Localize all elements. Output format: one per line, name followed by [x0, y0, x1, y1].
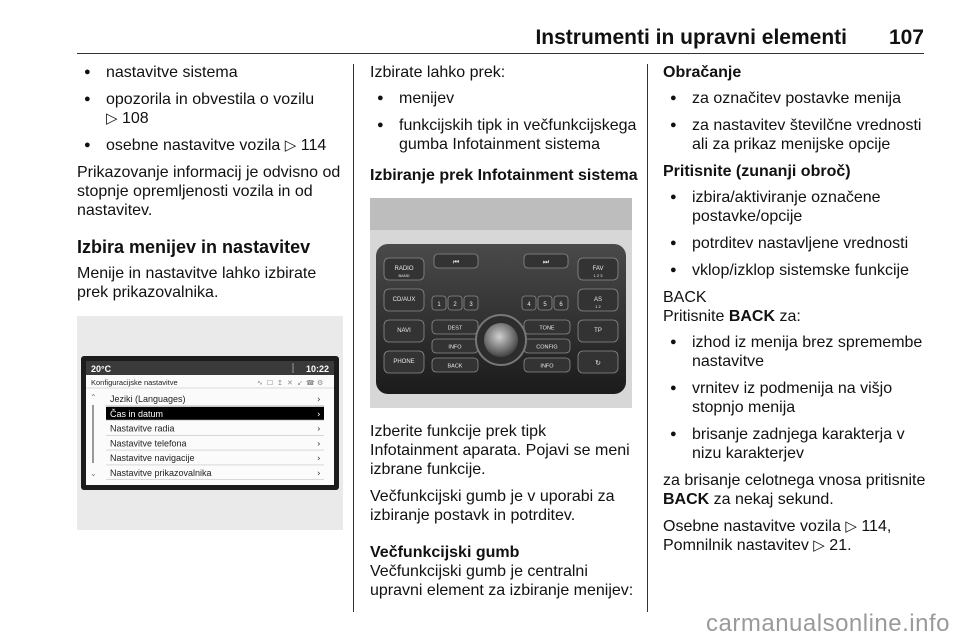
button-label: 5	[543, 302, 547, 308]
subheading: Večfunkcijski gumb	[370, 544, 520, 561]
menu-row[interactable]	[106, 436, 324, 450]
list-item: ● menijev	[370, 89, 638, 108]
page-ref-icon: ▷	[284, 137, 297, 154]
button-sublabel: 1 2 3	[593, 273, 603, 278]
list-item: ● vklop/izklop sistemske funkcije	[663, 261, 933, 280]
menu-row-label: Jeziki (Languages)	[110, 394, 186, 404]
subheading-back: BACK	[663, 289, 707, 306]
col3-bullet-list-3	[663, 333, 933, 463]
button-label: PHONE	[393, 359, 415, 365]
paragraph	[663, 517, 933, 555]
text: za nekaj sekund.	[709, 491, 834, 508]
paragraph: Prikazovanje informacij je odvisno od stopnje opremljenosti vozila in od nastavitev.	[77, 164, 341, 219]
button-label: INFO	[540, 363, 554, 370]
list-item: ● funkcijskih tipk in večfunkcijskega gumba Infotainment sistema	[370, 116, 638, 154]
page-ref-icon: ▷	[813, 537, 825, 554]
button-label: BACK	[447, 363, 463, 370]
button-label: AS	[593, 297, 603, 303]
list-item: ● izhod iz menija brez spremembe nastavitve	[663, 333, 933, 371]
subheading: Pritisnite (zunanji obroč)	[663, 163, 851, 180]
menu-row-label: Nastavitve prikazovalnika	[110, 468, 212, 478]
chevron-right-icon: ›	[317, 395, 321, 405]
button-label: TP	[594, 328, 602, 334]
paragraph	[663, 471, 933, 509]
button-label: NAVI	[397, 328, 411, 334]
button-label: 4	[527, 302, 531, 308]
screen-title: Konfiguracijske nastavitve	[91, 378, 178, 387]
column-2	[370, 63, 638, 600]
list-item	[77, 63, 343, 82]
list-item: ● za nastavitev številčne vrednosti ali za prikaz menijske opcije	[663, 116, 933, 154]
svg-text:☐: ☐	[267, 379, 274, 387]
column-1	[77, 63, 343, 530]
text: Osebne nastavitve vozila	[663, 518, 841, 535]
menu-row[interactable]	[106, 422, 324, 436]
chevron-right-icon: ›	[317, 424, 321, 435]
paragraph: Večfunkcijski gumb je centralni upravni element za izbiranje menijev:	[370, 563, 634, 599]
list-item-text: nastavitve sistema	[106, 64, 238, 81]
list-item-text: opozorila in obvestila o vozilu	[106, 91, 315, 108]
svg-text:⚙: ⚙	[317, 379, 324, 387]
list-item: ● brisanje zadnjega karakterja v nizu karakterjev	[663, 425, 933, 463]
chevron-right-icon: ›	[317, 454, 321, 465]
list-item-text: osebne nastavitve vozila	[106, 137, 281, 154]
button-label: FAV	[592, 266, 604, 272]
list-item	[77, 90, 343, 128]
svg-text:↙: ↙	[297, 379, 303, 387]
list-item: ● vrnitev iz podmenija na višjo stopnjo menija	[663, 379, 933, 417]
page-ref[interactable]: 114,	[861, 518, 892, 535]
multifunction-knob[interactable]	[484, 323, 518, 357]
text: Pomnilnik nastavitev	[663, 537, 809, 554]
scroll-down-icon[interactable]: ⌄	[90, 469, 97, 478]
nav-icon: ↻	[595, 359, 601, 367]
menu-row-label: Nastavitve telefona	[110, 438, 187, 449]
page-ref-icon: ▷	[845, 518, 857, 535]
button-label: 2	[453, 302, 457, 308]
infotainment-panel-figure	[370, 198, 632, 408]
subheading: Obračanje	[663, 64, 742, 81]
chevron-right-icon: ›	[317, 439, 321, 450]
col3-bullet-list-2	[663, 188, 933, 280]
svg-text:✕: ✕	[287, 379, 293, 387]
button-label: CD/AUX	[392, 297, 416, 303]
header-title: Instrumenti in upravni elementi	[535, 26, 847, 49]
subheading: Izbiranje prek Infotainment sistema	[370, 167, 638, 184]
paragraph: Menije in nastavitve lahko izbirate prek prikazovalnika.	[77, 265, 317, 301]
chevron-right-icon: ›	[317, 469, 321, 479]
text: za brisanje celotnega vnosa pritisnite	[663, 472, 926, 489]
col3-bullet-list-1	[663, 89, 933, 154]
back-key-label: BACK	[728, 308, 776, 325]
scroll-up-icon[interactable]: ⌃	[90, 393, 97, 402]
column-3	[663, 63, 933, 555]
menu-row[interactable]	[106, 392, 324, 406]
screen-temperature: 20°C	[91, 364, 112, 374]
list-item: ● izbira/aktiviranje označene postavke/opcije	[663, 188, 933, 226]
paragraph	[663, 307, 933, 326]
button-label: 1	[437, 302, 441, 308]
menu-row[interactable]	[106, 451, 324, 465]
svg-text:☎: ☎	[306, 379, 315, 387]
text: Pritisnite	[663, 308, 725, 325]
page-ref[interactable]: 108	[122, 110, 149, 127]
screen-time: 10:22	[305, 364, 329, 374]
list-item: ● za označitev postavke menija	[663, 89, 933, 108]
paragraph: Večfunkcijski gumb je v uporabi za izbiranje postavk in potrditev.	[370, 488, 615, 524]
menu-row[interactable]	[106, 466, 324, 480]
col1-bullet-list	[77, 63, 343, 155]
header-rule	[77, 53, 924, 54]
page-ref[interactable]: 21.	[829, 537, 852, 554]
button-label: DEST	[447, 325, 463, 332]
watermark: carmanualsonline.info	[706, 610, 950, 637]
page-ref-icon: ▷	[106, 110, 118, 127]
back-key-label: BACK	[663, 491, 710, 508]
button-label: CONFIG	[536, 344, 558, 351]
section-heading: Izbira menijev in nastavitev	[77, 237, 311, 257]
menu-row-label: Nastavitve radia	[110, 423, 175, 434]
svg-text:↥: ↥	[277, 379, 283, 387]
screen-status-icons	[257, 379, 323, 387]
menu-row-label: Čas in datum	[110, 408, 164, 419]
chevron-right-icon: ›	[317, 409, 321, 420]
button-label: RADIO	[394, 266, 414, 272]
list-item	[77, 136, 343, 155]
button-sublabel: BAND	[398, 273, 410, 278]
button-label: 3	[469, 302, 473, 308]
list-item: ● potrditev nastavljene vrednosti	[663, 234, 933, 253]
button-label: INFO	[448, 344, 462, 351]
menu-row-label: Nastavitve navigacije	[110, 453, 195, 464]
paragraph: Izberite funkcije prek tipk Infotainment aparata. Pojavi se meni izbrane funkcije.	[370, 423, 630, 478]
button-label: TONE	[539, 325, 555, 332]
scrollbar[interactable]	[92, 405, 94, 463]
paragraph: Izbirate lahko prek:	[370, 64, 506, 81]
svg-text:∿: ∿	[257, 379, 263, 387]
button-sublabel: 1 2	[595, 304, 601, 309]
page-header	[0, 0, 960, 56]
column-divider-2	[647, 64, 648, 612]
menu-row[interactable]	[106, 407, 324, 421]
text: za:	[775, 308, 801, 325]
page-number: 107	[888, 26, 924, 49]
col2-bullet-list	[370, 89, 638, 154]
display-screen-figure	[77, 316, 343, 530]
button-label: 6	[559, 302, 563, 308]
column-divider-1	[353, 64, 354, 612]
page-ref[interactable]: 114	[300, 137, 327, 154]
seek-back-icon: ⏮	[452, 258, 460, 266]
seek-forward-icon: ⏭	[542, 258, 550, 266]
